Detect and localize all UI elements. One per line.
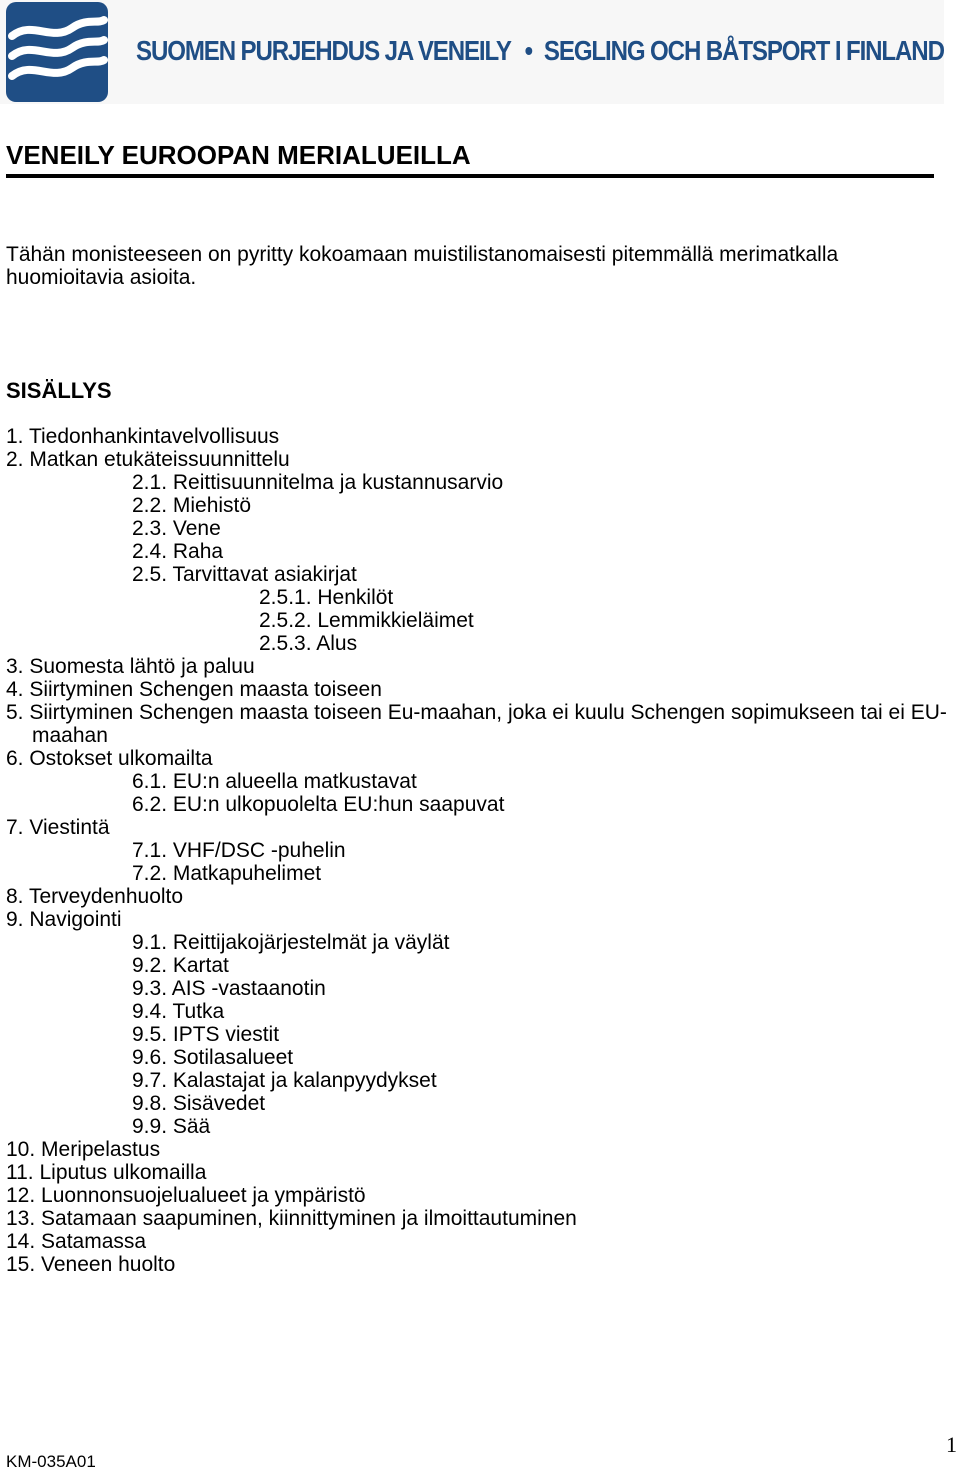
intro-paragraph: Tähän monisteeseen on pyritty kokoamaan muistilistanomaisesti pitemmällä merimatkalla huomioitavia asioita. <box>6 243 839 289</box>
toc-item: 13. Satamaan saapuminen, kiinnittyminen ja ilmoittautuminen <box>6 1207 577 1230</box>
document-title: VENEILY EUROOPAN MERIALUEILLA <box>6 140 471 170</box>
toc-item: 1. Tiedonhankintavelvollisuus <box>6 425 280 448</box>
toc-item: 6.2. EU:n ulkopuolelta EU:hun saapuvat <box>132 793 505 816</box>
toc-item: 9. Navigointi <box>6 908 122 931</box>
organization-name-finnish: SUOMEN PURJEHDUS JA VENEILY <box>136 35 511 66</box>
title-underline <box>6 174 934 178</box>
toc-item: 2.5.3. Alus <box>259 632 358 655</box>
toc-item: 9.4. Tutka <box>132 1000 225 1023</box>
toc-item: 9.2. Kartat <box>132 954 229 977</box>
toc-item: 6. Ostokset ulkomailta <box>6 747 213 770</box>
toc-item: 7.2. Matkapuhelimet <box>132 862 322 885</box>
toc-item: 10. Meripelastus <box>6 1138 161 1161</box>
toc-item: 2.5. Tarvittavat asiakirjat <box>132 563 357 586</box>
organization-name-swedish: SEGLING OCH BÅTSPORT I FINLAND <box>543 35 944 66</box>
page-number: 1 <box>946 1432 957 1457</box>
toc-item: 14. Satamassa <box>6 1230 147 1253</box>
letterhead <box>0 0 944 104</box>
toc-item: 9.7. Kalastajat ja kalanpyydykset <box>132 1069 437 1092</box>
toc-heading: SISÄLLYS <box>6 378 112 403</box>
toc-item: 8. Terveydenhuolto <box>6 885 184 908</box>
document-id: KM-035A01 <box>6 1452 96 1471</box>
toc-item: 2.5.2. Lemmikkieläimet <box>259 609 474 632</box>
toc-item: 15. Veneen huolto <box>6 1253 176 1276</box>
toc-item: 6.1. EU:n alueella matkustavat <box>132 770 417 793</box>
toc-item: 9.5. IPTS viestit <box>132 1023 280 1046</box>
toc-item: 12. Luonnonsuojelualueet ja ympäristö <box>6 1184 366 1207</box>
toc-item: 2.1. Reittisuunnitelma ja kustannusarvio <box>132 471 504 494</box>
table-of-contents <box>6 425 956 1276</box>
toc-item: 4. Siirtyminen Schengen maasta toiseen <box>6 678 382 701</box>
toc-item: 7.1. VHF/DSC -puhelin <box>132 839 346 862</box>
toc-item: 2. Matkan etukäteissuunnittelu <box>6 448 290 471</box>
toc-item: 7. Viestintä <box>6 816 110 839</box>
toc-item: 11. Liputus ulkomailla <box>6 1161 207 1184</box>
toc-item: 9.1. Reittijakojärjestelmät ja väylät <box>132 931 450 954</box>
organization-name <box>136 33 944 69</box>
toc-item: 2.5.1. Henkilöt <box>259 586 394 609</box>
toc-item: 9.6. Sotilasalueet <box>132 1046 294 1069</box>
toc-item: 9.8. Sisävedet <box>132 1092 266 1115</box>
toc-item: 2.3. Vene <box>132 517 221 540</box>
toc-item: 2.4. Raha <box>132 540 224 563</box>
toc-item: 2.2. Miehistö <box>132 494 252 517</box>
toc-item: 3. Suomesta lähtö ja paluu <box>6 655 255 678</box>
toc-item: 5. Siirtyminen Schengen maasta toiseen Eu-maahan, joka ei kuulu Schengen sopimukseen tai ei EU-maahan <box>6 701 947 747</box>
toc-item: 9.3. AIS -vastaanotin <box>132 977 326 1000</box>
organization-separator: • <box>524 35 532 66</box>
waves-logo-icon <box>6 2 108 102</box>
toc-item: 9.9. Sää <box>132 1115 211 1138</box>
